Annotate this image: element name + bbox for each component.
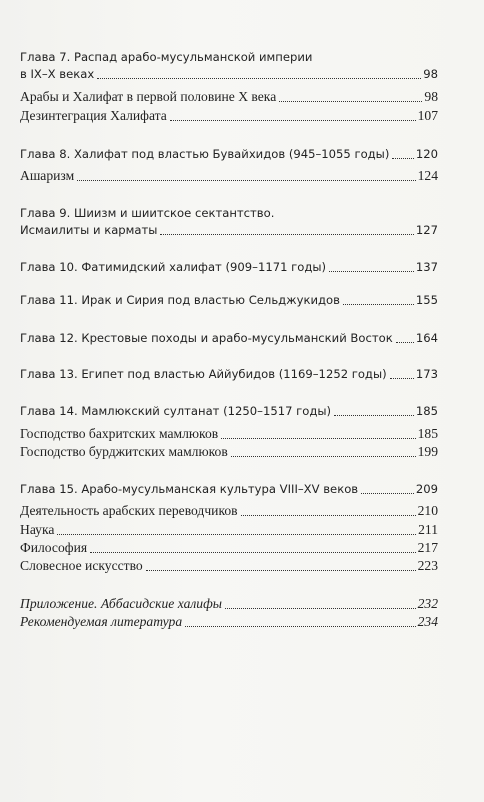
toc-entry-chapter-10[interactable] <box>20 259 438 275</box>
dot-leader <box>225 608 416 609</box>
dot-leader <box>90 552 416 553</box>
toc-entry-label: Деятельность арабских переводчиков <box>20 503 238 518</box>
dot-leader <box>390 378 414 379</box>
toc-entry-label: Глава 12. Крестовые походы и арабо-мусульманский Восток <box>20 331 393 345</box>
dot-leader <box>334 415 414 416</box>
toc-entry-label: Господство бурджитских мамлюков <box>20 444 228 459</box>
page-number: 185 <box>417 426 438 441</box>
dot-leader <box>97 78 421 79</box>
dot-leader <box>170 120 416 121</box>
dot-leader <box>329 271 414 272</box>
toc-entry-chapter-14[interactable] <box>20 403 438 419</box>
page-number: 127 <box>415 223 438 237</box>
toc-entry-chapter-11[interactable] <box>20 292 438 308</box>
toc-entry-label: Наука <box>20 522 55 537</box>
page-number: 185 <box>415 404 438 418</box>
page-number: 173 <box>415 367 438 381</box>
toc-entry-section[interactable] <box>20 522 438 538</box>
page-number: 223 <box>417 558 438 573</box>
toc-entry-label: Господство бахритских мамлюков <box>20 426 219 441</box>
toc-entry-label: Исмаилиты и карматы <box>20 223 158 237</box>
toc-entry-label: Арабы и Халифат в первой половине X века <box>20 89 277 104</box>
toc-entry-chapter-13[interactable] <box>20 366 438 382</box>
toc-entry-label: Глава 13. Египет под властью Аййубидов (1169–1252 годы) <box>20 367 387 381</box>
toc-entry-section[interactable] <box>20 89 438 105</box>
toc-entry-label: Дезинтеграция Халифата <box>20 108 167 123</box>
page-number: 210 <box>417 503 438 518</box>
toc-entry-label: Приложение. Аббасидские халифы <box>20 596 222 611</box>
dot-leader <box>146 570 416 571</box>
toc-entry-label: Ашаризм <box>20 168 75 183</box>
dot-leader <box>231 456 416 457</box>
toc-entry-label: Словесное искусство <box>20 558 143 573</box>
page-number: 98 <box>424 89 438 104</box>
toc-entry-label: Философия <box>20 540 88 555</box>
dot-leader <box>361 493 414 494</box>
page-number: 234 <box>417 614 438 629</box>
toc-entry-label: Глава 11. Ирак и Сирия под властью Сельджукидов <box>20 293 340 307</box>
page-number: 124 <box>417 168 438 183</box>
dot-leader <box>57 534 416 535</box>
page-number: 164 <box>415 331 438 345</box>
dot-leader <box>160 234 413 235</box>
toc-entry-chapter-8[interactable] <box>20 146 438 162</box>
toc-entry-section[interactable] <box>20 558 438 574</box>
dot-leader <box>241 515 416 516</box>
toc-entry-label: Глава 14. Мамлюкский султанат (1250–1517 годы) <box>20 404 332 418</box>
dot-leader <box>343 304 414 305</box>
page-number: 199 <box>417 444 438 459</box>
chapter-9-title-line1: Глава 9. Шиизм и шиитское сектантство. <box>20 206 275 220</box>
dot-leader <box>392 158 414 159</box>
toc-entry-literature[interactable] <box>20 614 438 630</box>
dot-leader <box>77 180 415 181</box>
page-number: 137 <box>415 260 438 274</box>
page-number: 98 <box>423 67 438 81</box>
toc-entry-label: Глава 8. Халифат под властью Бувайхидов (945–1055 годы) <box>20 147 390 161</box>
toc-entry-label: в IX–X веках <box>20 67 95 81</box>
toc-entry-label: Глава 10. Фатимидский халифат (909–1171 годы) <box>20 260 327 274</box>
dot-leader <box>221 438 415 439</box>
page-number: 217 <box>417 540 438 555</box>
toc-entry-chapter-12[interactable] <box>20 330 438 346</box>
toc-entry-appendix[interactable] <box>20 596 438 612</box>
page-number: 211 <box>418 522 438 537</box>
page-number: 232 <box>417 596 438 611</box>
toc-entry-label: Рекомендуемая литература <box>20 614 183 629</box>
dot-leader <box>185 626 415 627</box>
toc-entry-section[interactable] <box>20 444 438 460</box>
dot-leader <box>396 342 414 343</box>
toc-entry-section[interactable] <box>20 168 438 184</box>
toc-entry-section[interactable] <box>20 108 438 124</box>
page-number: 209 <box>415 482 438 496</box>
toc-entry-section[interactable] <box>20 540 438 556</box>
toc-entry-chapter-7[interactable] <box>20 66 438 82</box>
toc-entry-section[interactable] <box>20 426 438 442</box>
page-number: 155 <box>415 293 438 307</box>
page-number: 120 <box>415 147 438 161</box>
toc-entry-chapter-15[interactable] <box>20 481 438 497</box>
toc-entry-chapter-9[interactable] <box>20 222 438 238</box>
page-number: 107 <box>417 108 438 123</box>
toc-entry-section[interactable] <box>20 503 438 519</box>
toc-entry-label: Глава 15. Арабо-мусульманская культура VIII–XV веков <box>20 482 359 496</box>
dot-leader <box>279 101 422 102</box>
chapter-7-title-line1: Глава 7. Распад арабо-мусульманской империи <box>20 50 313 64</box>
